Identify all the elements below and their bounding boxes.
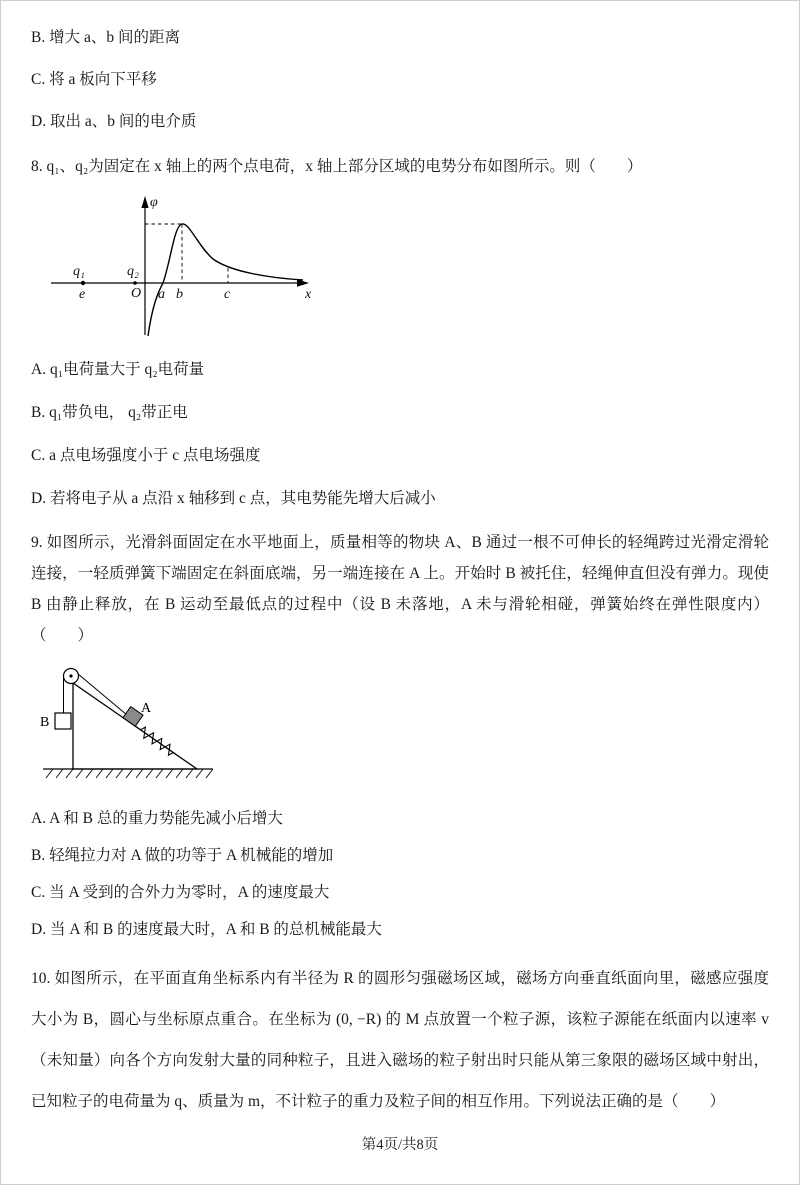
q9-option-b: B. 轻绳拉力对 A 做的功等于 A 机械能的增加 (31, 847, 334, 864)
y-axis-arrow-icon (141, 196, 148, 208)
block-b-label: B (40, 715, 50, 730)
q8-option-d: D. 若将电子从 a 点沿 x 轴移到 c 点，其电势能先增大后减小 (31, 490, 436, 507)
block-b (55, 713, 71, 729)
block-a (123, 707, 143, 727)
q2-label: q₂ (127, 264, 139, 279)
q7-option-b: B. 增大 a、b 间的距离 (31, 29, 180, 46)
q8-stem: 8. q₁、q₂为固定在 x 轴上的两个点电荷，x 轴上部分区域的电势分布如图所示。则（ ） (31, 158, 643, 175)
q9-incline-figure (35, 661, 255, 789)
q8-potential-graph (35, 188, 335, 340)
string-to-a (78, 674, 128, 716)
q9-option-a: A. A 和 B 总的重力势能先减小后增大 (31, 810, 283, 827)
potential-curve (148, 224, 303, 336)
block-a-group (123, 707, 143, 727)
charge-q1-dot (81, 281, 85, 285)
q9-option-c: C. 当 A 受到的合外力为零时，A 的速度最大 (31, 884, 330, 901)
pulley-axle-icon (69, 674, 72, 677)
spring-group (135, 724, 179, 758)
q10-stem: 10. 如图所示，在平面直角坐标系内有半径为 R 的圆形匀强磁场区域，磁场方向垂直纸面向里，磁感应强度大小为 B，圆心与坐标原点重合。在坐标为 (0, −R) 的 M 点放置一个粒子源，该粒子源能在纸面内以速率 v（未知量）向各个方向发射大量的同种粒子，且进入磁场的粒子射出时只能从第三象限的磁场区域中射出，已知粒子的电荷量为 q、质量为 m，不计粒子的重力及粒子间的相互作用。下列说法正确的是（ ） (31, 970, 769, 1110)
q1-label: q₁ (73, 264, 85, 279)
spring-icon (135, 724, 179, 758)
charge-q2-dot (133, 281, 137, 285)
q8-figure-wrap (35, 188, 769, 345)
page-content (1, 1, 799, 1122)
point-b-label: b (176, 287, 183, 302)
q9-figure-wrap (35, 661, 769, 794)
point-e-label: e (79, 287, 86, 302)
q8-option-c: C. a 点电场强度小于 c 点电场强度 (31, 447, 261, 464)
ground-hatching (46, 769, 213, 778)
phi-axis-label: φ (150, 195, 158, 210)
page-number: 第4页/共8页 (361, 1137, 439, 1153)
block-a-label: A (141, 701, 152, 716)
point-c-label: c (224, 287, 231, 302)
q9-stem: 9. 如图所示，光滑斜面固定在水平地面上，质量相等的物块 A、B 通过一根不可伸长的轻绳跨过光滑定滑轮连接，一轻质弹簧下端固定在斜面底端，另一端连接在 A 上。开始时 B 被托住，轻绳伸直但没有弹力。现使 B 由静止释放，在 B 运动至最低点的过程中（设 B 未落地，A 未与滑轮相碰，弹簧始终在弹性限度内）（ ） (31, 534, 769, 644)
q9-option-d: D. 当 A 和 B 的速度最大时，A 和 B 的总机械能最大 (31, 921, 382, 938)
q9-options (31, 804, 769, 944)
point-a-label: a (158, 287, 165, 302)
x-axis-label: x (305, 287, 312, 302)
q8-options (31, 355, 769, 514)
q7-option-d: D. 取出 a、b 间的电介质 (31, 113, 197, 130)
q8-option-a: A. q₁电荷量大于 q₂电荷量 (31, 361, 205, 378)
q8-option-b: B. q₁带负电， q₂带正电 (31, 404, 188, 421)
q7-option-c: C. 将 a 板向下平移 (31, 71, 157, 88)
origin-label: O (131, 286, 142, 301)
